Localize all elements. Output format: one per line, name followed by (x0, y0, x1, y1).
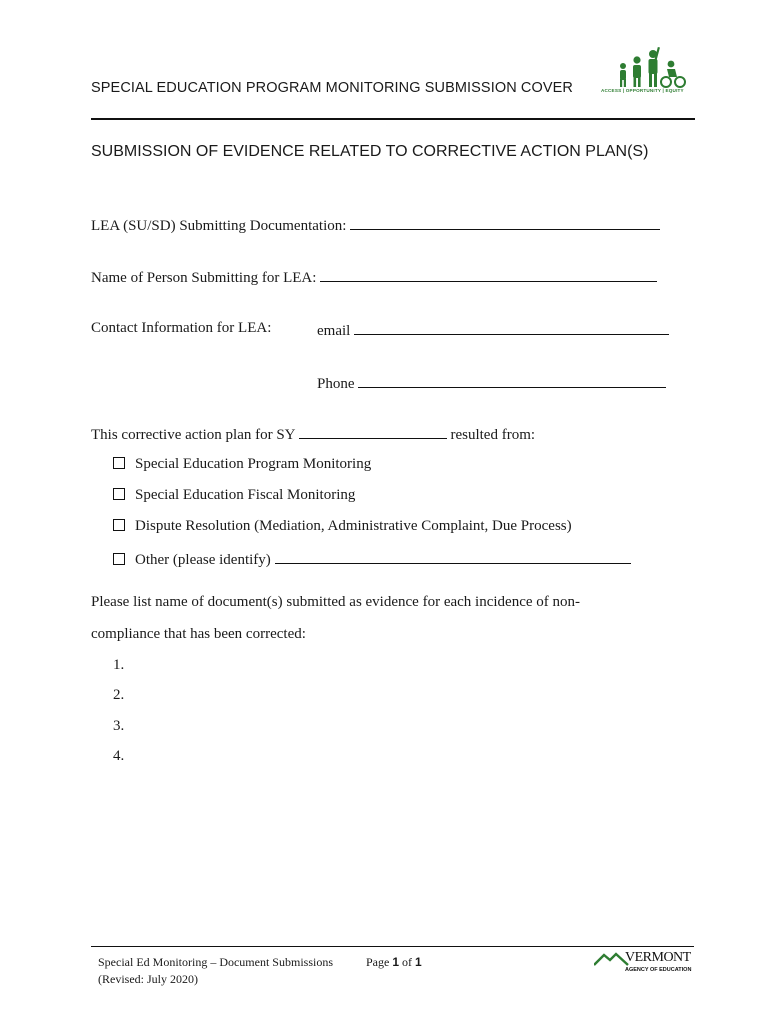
person-input-line[interactable] (320, 267, 657, 282)
phone-input-line[interactable] (358, 373, 666, 388)
option-label: Special Education Program Monitoring (135, 456, 372, 472)
sy-input-line[interactable] (299, 424, 447, 439)
page-total: 1 (415, 955, 422, 969)
plan-suffix: resulted from: (450, 427, 536, 443)
email-field-row (317, 320, 669, 340)
option-program-monitoring[interactable] (113, 456, 371, 473)
checkbox-icon[interactable] (113, 457, 125, 469)
page-current: 1 (392, 955, 400, 969)
option-label: Dispute Resolution (Mediation, Administrative Complaint, Due Process) (135, 518, 572, 534)
documents-instruction-line1: Please list name of document(s) submitted as evidence for each incidence of non- (91, 594, 580, 610)
page-prefix: Page (366, 955, 390, 969)
checkbox-icon[interactable] (113, 519, 125, 531)
family-silhouette-logo (601, 44, 695, 96)
option-dispute-resolution[interactable] (113, 518, 572, 535)
person-label: Name of Person Submitting for LEA: (91, 270, 317, 286)
footer-divider (91, 946, 694, 947)
documents-instruction-line2: compliance that has been corrected: (91, 626, 306, 642)
contact-label: Contact Information for LEA: (91, 320, 272, 336)
list-item: 4. (113, 748, 125, 764)
other-input-line[interactable] (275, 549, 631, 564)
page-subtitle: SUBMISSION OF EVIDENCE RELATED TO CORRECTIVE ACTION PLAN(S) (91, 143, 649, 160)
plan-row (91, 424, 535, 444)
footer-revised: (Revised: July 2020) (98, 972, 198, 986)
lea-label: LEA (SU/SD) Submitting Documentation: (91, 218, 347, 234)
page-of: of (402, 955, 413, 969)
header-divider (91, 118, 695, 120)
checkbox-icon[interactable] (113, 553, 125, 565)
phone-field-row (317, 373, 666, 393)
vermont-wordmark: VERMONT (625, 950, 691, 965)
lea-input-line[interactable] (350, 215, 660, 230)
list-item: 2. (113, 687, 125, 703)
option-label: Special Education Fiscal Monitoring (135, 487, 356, 503)
list-item: 1. (113, 657, 125, 673)
checkbox-icon[interactable] (113, 488, 125, 500)
plan-prefix: This corrective action plan for SY (91, 427, 295, 443)
page-header-title: SPECIAL EDUCATION PROGRAM MONITORING SUBMISSION COVER (91, 80, 573, 96)
footer-doc-title: Special Ed Monitoring – Document Submissions (98, 955, 333, 969)
list-item: 3. (113, 718, 125, 734)
phone-label: Phone (317, 376, 355, 392)
option-label: Other (please identify) (135, 552, 271, 568)
vermont-mountain-logo (594, 950, 694, 976)
agency-wordmark: AGENCY OF EDUCATION (625, 967, 692, 973)
page-number (366, 955, 422, 970)
email-label: email (317, 323, 351, 339)
email-input-line[interactable] (354, 320, 669, 335)
logo-tagline: ACCESS | OPPORTUNITY | EQUITY (601, 88, 684, 93)
option-fiscal-monitoring[interactable] (113, 487, 355, 504)
option-other[interactable] (113, 549, 631, 569)
lea-field-row (91, 215, 660, 235)
person-field-row (91, 267, 657, 287)
